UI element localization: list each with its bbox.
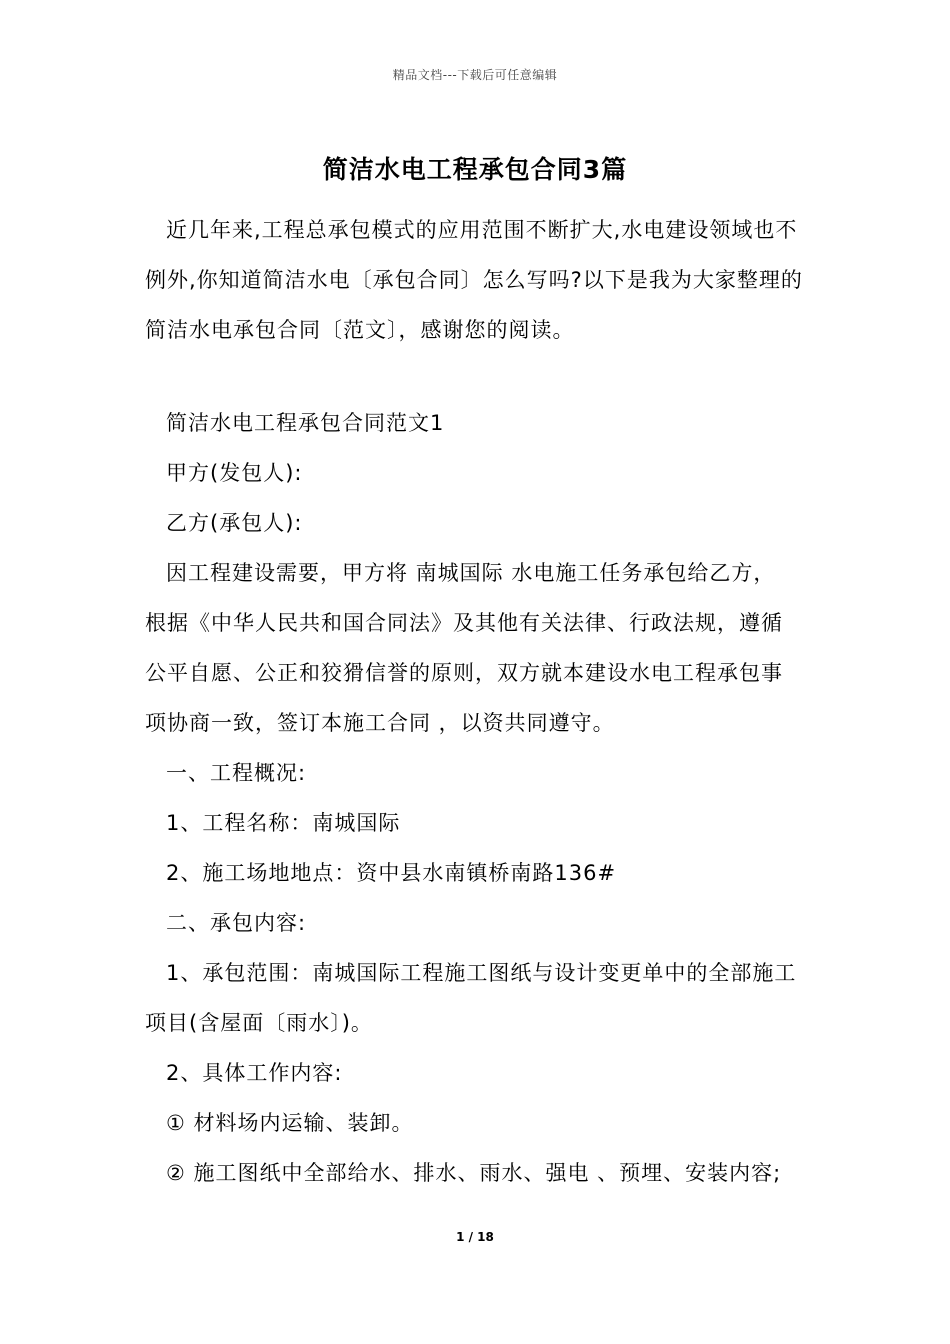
- clause-item-continued: 项目(含屋面〔雨水〕)。: [145, 1011, 373, 1035]
- clause-item: 1、工程名称：南城国际: [166, 811, 401, 835]
- clause-heading: 二、承包内容:: [166, 911, 307, 935]
- body-line: 根据《中华人民共和国合同法》及其他有关法律、行政法规，遵循: [145, 611, 783, 635]
- sub-item: ② 施工图纸中全部给水、排水、雨水、强电 、预埋、安装内容;: [166, 1161, 782, 1185]
- clause-item: 2、施工场地地点：资中县水南镇桥南路136#: [166, 861, 617, 885]
- section-heading: 简洁水电工程承包合同范文1: [166, 411, 445, 435]
- body-line: 公平自愿、公正和狡猾信誉的原则，双方就本建设水电工程承包事: [145, 661, 783, 685]
- clause-item: 1、承包范围：南城国际工程施工图纸与设计变更单中的全部施工: [166, 961, 797, 985]
- body-line: 因工程建设需要，甲方将 南城国际 水电施工任务承包给乙方，: [166, 561, 776, 585]
- document-title: 简洁水电工程承包合同3篇: [322, 155, 628, 184]
- page-header: 精品文档---下载后可任意编辑: [392, 68, 558, 82]
- page-number: 1 / 18: [456, 1230, 494, 1244]
- clause-heading: 一、工程概况:: [166, 761, 307, 785]
- body-line: 项协商一致，签订本施工合同 ，以资共同遵守。: [145, 711, 615, 735]
- intro-paragraph: 近几年来,工程总承包模式的应用范围不断扩大,水电建设领域也不例外,你知道简洁水电〔承包合同〕怎么写吗?以下是我为大家整理的简洁水电承包合同〔范文〕，感谢您的阅读。: [145, 218, 803, 342]
- sub-item: ① 材料场内运输、装卸。: [166, 1111, 414, 1135]
- clause-item: 2、具体工作内容:: [166, 1061, 343, 1085]
- party-a-line: 甲方(发包人):: [166, 461, 303, 485]
- party-b-line: 乙方(承包人):: [166, 511, 303, 535]
